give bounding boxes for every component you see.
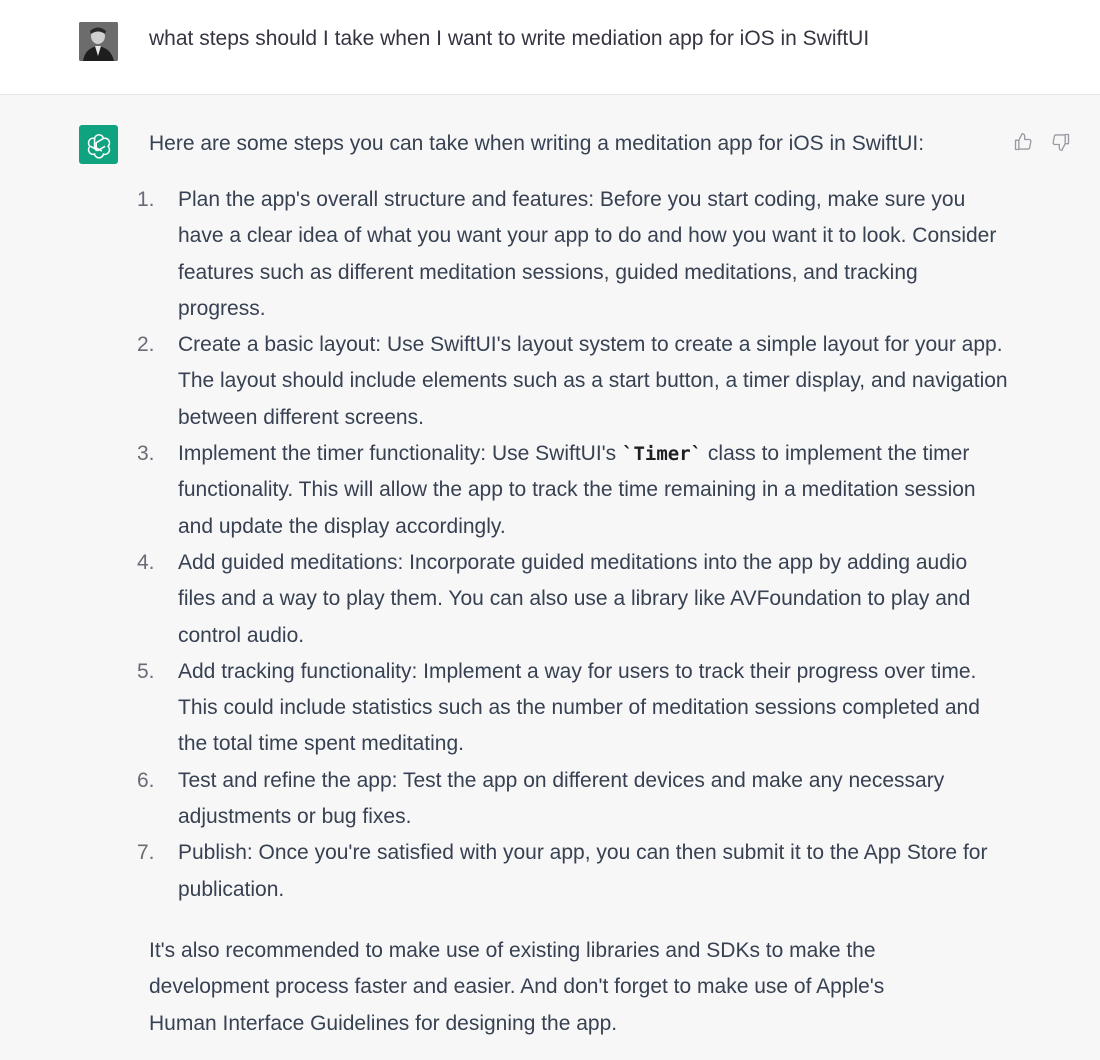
user-message-row [0, 0, 1100, 95]
inline-code-timer: `Timer` [622, 443, 703, 466]
list-item [137, 835, 1009, 908]
assistant-message-row [0, 95, 1100, 1060]
list-item-text: Create a basic layout: Use SwiftUI's layout system to create a simple layout for your app. The layout should include elements such as a start button, a timer display, and navigation between different screens. [178, 333, 1008, 429]
user-avatar-photo [79, 22, 118, 61]
user-message-text: what steps should I take when I want to write mediation app for iOS in SwiftUI [149, 27, 870, 50]
list-item-text: Add tracking functionality: Implement a way for users to track their progress over time. This could include statistics such as the number of meditation sessions completed and the total time spent meditating. [178, 659, 980, 756]
thumbs-up-icon [1013, 132, 1033, 152]
list-number: 4. [137, 550, 155, 574]
assistant-message-content [137, 131, 1009, 1042]
assistant-intro: Here are some steps you can take when writing a meditation app for iOS in SwiftUI: [149, 132, 925, 155]
list-item-text: Plan the app's overall structure and features: Before you start coding, make sure you have a clear idea of what you want your app to do and how you want it to look. Consider features such as different meditation sessions, guided meditations, and tracking progress. [178, 188, 997, 320]
list-number: 7. [137, 841, 155, 865]
thumbs-down-icon [1051, 132, 1071, 152]
list-item-text-before-code: Implement the timer functionality: Use SwiftUI's [178, 442, 622, 466]
list-item [137, 327, 1009, 436]
thumbs-up-button[interactable] [1012, 131, 1034, 153]
list-number: 5. [137, 659, 155, 683]
list-item [137, 545, 1009, 654]
list-number: 1. [137, 188, 155, 211]
list-item-text: Test and refine the app: Test the app on different devices and make any necessary adjustments or bug fixes. [178, 768, 945, 829]
list-item [137, 763, 1009, 836]
list-item [137, 654, 1009, 763]
list-item-text-after-code: class to implement the timer functionality. This will allow the app to track the time remaining in a meditation session and update the display accordingly. [178, 442, 976, 538]
user-avatar [79, 22, 118, 61]
list-item-text: Add guided meditations: Incorporate guided meditations into the app by adding audio files and a way to play them. You can also use a library like AVFoundation to play and control audio. [178, 550, 971, 647]
assistant-outro: It's also recommended to make use of existing libraries and SDKs to make the development process faster and easier. And don't forget to make use of Apple's Human Interface Guidelines for designing the app. [149, 938, 885, 1035]
steps-list [137, 182, 1009, 908]
thumbs-down-button[interactable] [1050, 131, 1072, 153]
list-item [137, 436, 1009, 545]
list-number: 6. [137, 768, 155, 792]
list-item [137, 182, 1009, 327]
feedback-buttons [1012, 131, 1072, 153]
openai-logo-icon [79, 125, 118, 164]
list-number: 3. [137, 442, 155, 466]
list-item-text: Publish: Once you're satisfied with your app, you can then submit it to the App Store for publication. [178, 841, 988, 901]
list-number: 2. [137, 333, 155, 357]
